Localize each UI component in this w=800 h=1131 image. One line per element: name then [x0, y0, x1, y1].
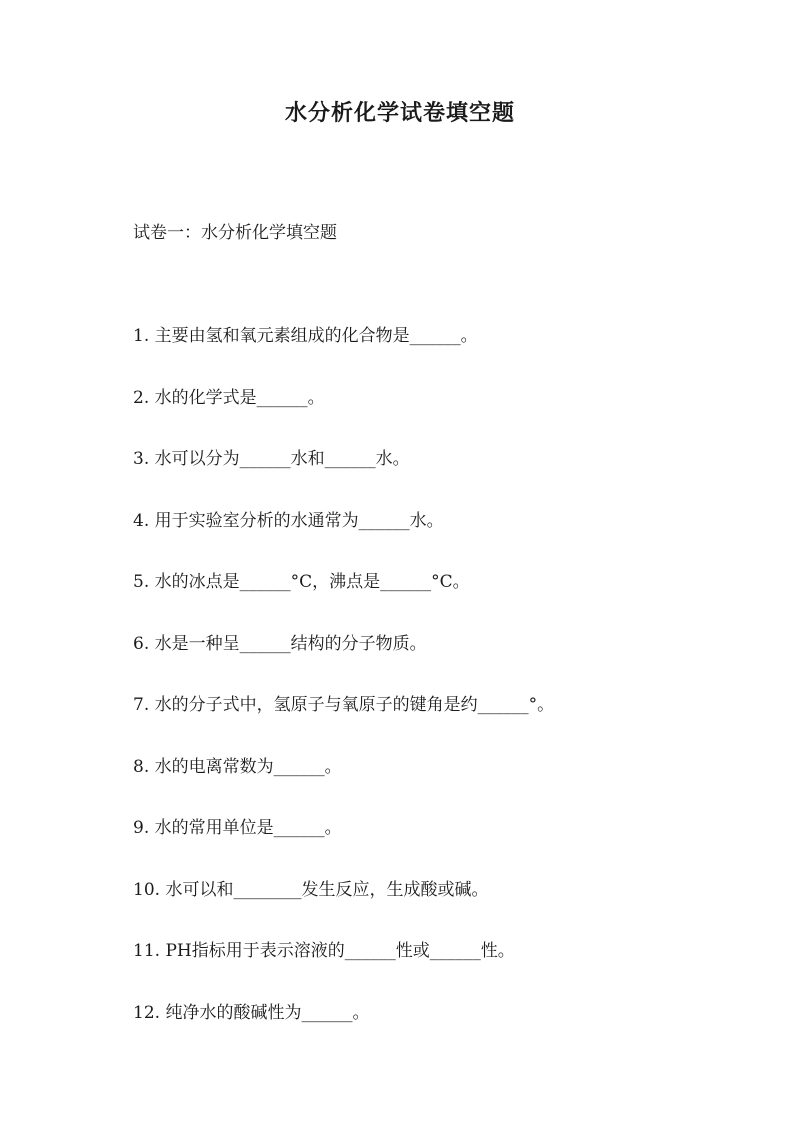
- section-heading: 试卷一：水分析化学填空题: [133, 223, 337, 243]
- page-title: 水分析化学试卷填空题: [284, 100, 515, 126]
- question-item: 10. 水可以和________发生反应，生成酸或碱。: [133, 879, 489, 900]
- question-item: 3. 水可以分为______水和______水。: [133, 449, 410, 469]
- question-item: 4. 用于实验室分析的水通常为______水。: [133, 510, 444, 531]
- question-item: 6. 水是一种呈______结构的分子物质。: [133, 633, 427, 654]
- question-item: 12. 纯净水的酸碱性为______。: [133, 1002, 370, 1023]
- question-item: 8. 水的电离常数为______。: [133, 756, 342, 777]
- question-item: 5. 水的冰点是______°C，沸点是______°C。: [133, 572, 470, 592]
- question-item: 11. PH指标用于表示溶液的______性或______性。: [133, 941, 515, 961]
- question-item: 1. 主要由氢和氧元素组成的化合物是______。: [133, 326, 478, 346]
- question-item: 9. 水的常用单位是______。: [133, 818, 342, 838]
- question-item: 2. 水的化学式是______。: [133, 387, 325, 408]
- question-list: [133, 322, 753, 1060]
- question-item: 7. 水的分子式中，氢原子与氧原子的键角是约______°。: [133, 695, 555, 715]
